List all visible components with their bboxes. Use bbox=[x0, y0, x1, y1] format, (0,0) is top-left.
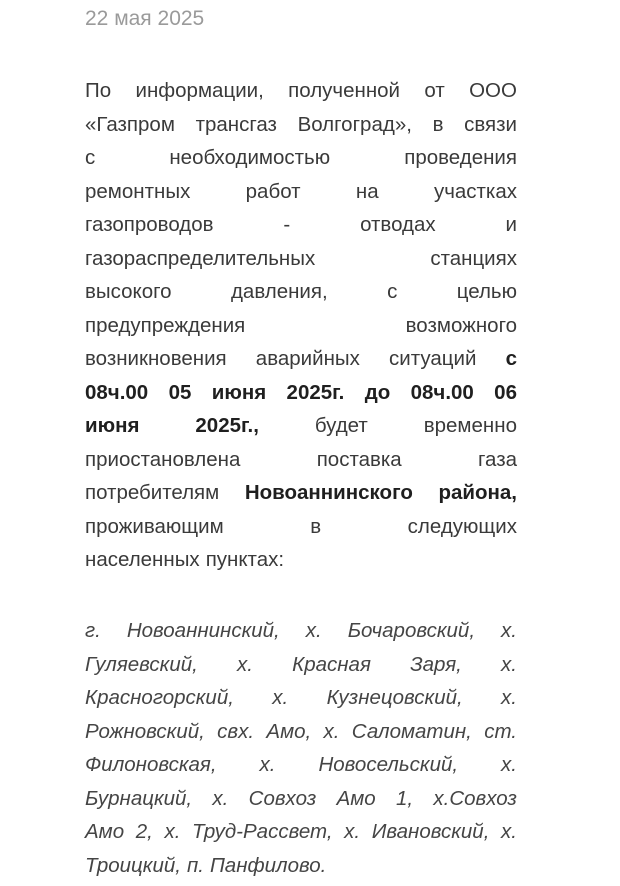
word: проведения bbox=[404, 146, 517, 169]
word: Новосельский, bbox=[318, 753, 459, 776]
text-line bbox=[85, 311, 517, 345]
word: газа bbox=[478, 447, 517, 471]
word: аварийных bbox=[255, 347, 360, 370]
word: проживающим bbox=[85, 514, 224, 538]
word: Заря, bbox=[410, 652, 462, 676]
word: давления, bbox=[230, 280, 328, 303]
bold-word: июня bbox=[211, 380, 267, 404]
text-line bbox=[85, 76, 517, 110]
bold-word: 06 bbox=[494, 380, 517, 404]
word: высокого bbox=[85, 280, 172, 303]
word: с bbox=[85, 146, 96, 169]
word: необходимостью bbox=[169, 146, 331, 169]
bold-word: 05 bbox=[168, 380, 192, 404]
text-line bbox=[85, 616, 517, 650]
word: Бурнацкий, bbox=[85, 786, 193, 810]
text-line bbox=[85, 344, 517, 378]
word: с bbox=[387, 280, 398, 303]
word: в bbox=[432, 112, 444, 136]
word: Бочаровский, bbox=[347, 619, 476, 642]
word: Амо, bbox=[266, 719, 312, 743]
bold-word: Новоаннинского bbox=[244, 481, 413, 504]
text-line bbox=[85, 650, 517, 684]
word: газопроводов bbox=[85, 213, 214, 236]
word: х. bbox=[164, 820, 181, 843]
text-line bbox=[85, 478, 517, 512]
word: х.Совхоз bbox=[433, 786, 517, 810]
word: х. bbox=[501, 619, 517, 642]
word: Новоаннинский, bbox=[126, 619, 280, 642]
word: Троицкий, bbox=[85, 853, 181, 877]
word: Красная bbox=[292, 652, 371, 676]
word: временно bbox=[423, 414, 517, 437]
word: отводах bbox=[360, 213, 436, 236]
word: х. bbox=[272, 686, 289, 709]
word: пунктах: bbox=[205, 548, 285, 571]
word: приостановлена bbox=[85, 447, 241, 471]
word: «Газпром bbox=[85, 112, 175, 136]
word: полученной bbox=[288, 79, 401, 102]
text-line bbox=[85, 210, 517, 244]
word: ООО bbox=[469, 79, 517, 102]
word: в bbox=[310, 514, 322, 538]
word: возможного bbox=[405, 313, 517, 337]
text-line bbox=[85, 445, 517, 479]
word: х. bbox=[344, 820, 361, 843]
word: Труд-Рассвет, bbox=[192, 820, 333, 843]
word: информации, bbox=[135, 79, 264, 102]
publication-date: 22 мая 2025 bbox=[85, 7, 205, 30]
word: г. bbox=[85, 619, 101, 642]
word: Кузнецовский, bbox=[326, 686, 463, 709]
word: х. bbox=[501, 652, 517, 676]
word: станциях bbox=[430, 246, 517, 270]
word: - bbox=[283, 213, 291, 236]
word: целью bbox=[456, 280, 517, 303]
word: 1, bbox=[395, 786, 414, 810]
text-line bbox=[85, 244, 517, 278]
word: х. bbox=[305, 619, 322, 642]
word: х. bbox=[501, 753, 517, 776]
word: По bbox=[85, 79, 112, 102]
word: х. bbox=[212, 786, 229, 810]
word: х. bbox=[237, 652, 253, 676]
word: газораспределительных bbox=[85, 246, 316, 270]
text-line bbox=[85, 512, 517, 546]
word: х. bbox=[259, 753, 276, 776]
word: Гуляевский, bbox=[85, 652, 198, 676]
word: х. bbox=[501, 820, 517, 843]
bold-word: 2025г., bbox=[195, 414, 259, 437]
word: следующих bbox=[407, 514, 517, 538]
word: на bbox=[355, 179, 379, 203]
text-line bbox=[85, 177, 517, 211]
text-line bbox=[85, 411, 517, 445]
word: работ bbox=[245, 179, 301, 203]
word: Ивановский, bbox=[371, 820, 490, 843]
word: Амо bbox=[85, 820, 125, 843]
bold-word: 2025г. bbox=[286, 380, 345, 404]
text-line bbox=[85, 545, 517, 579]
word: участках bbox=[433, 179, 517, 203]
word: х. bbox=[501, 686, 517, 709]
word: от bbox=[424, 79, 445, 102]
word: потребителям bbox=[85, 481, 220, 504]
settlements-list bbox=[85, 616, 517, 884]
word: свх. bbox=[217, 719, 255, 743]
word: Рожновский, bbox=[85, 719, 205, 743]
text-line bbox=[85, 143, 517, 177]
bold-word: района, bbox=[438, 481, 517, 504]
word: х. bbox=[323, 719, 340, 743]
word: Саломатин, bbox=[351, 719, 472, 743]
text-line bbox=[85, 750, 517, 784]
word: ситуаций bbox=[389, 347, 477, 370]
text-line bbox=[85, 817, 517, 851]
text-line bbox=[85, 110, 517, 144]
bold-word: 08ч.00 bbox=[85, 380, 149, 404]
word: поставка bbox=[316, 447, 402, 471]
text-line bbox=[85, 683, 517, 717]
text-line bbox=[85, 717, 517, 751]
word: связи bbox=[464, 112, 517, 136]
word: Филоновская, bbox=[85, 753, 217, 776]
word: 2, bbox=[135, 820, 153, 843]
bold-word: июня bbox=[85, 414, 140, 437]
word: возникновения bbox=[85, 347, 227, 370]
text-line bbox=[85, 378, 517, 412]
bold-word: с bbox=[505, 347, 517, 370]
text-line bbox=[85, 277, 517, 311]
word: населенных bbox=[85, 548, 200, 571]
word: п. bbox=[186, 853, 204, 877]
bold-word: до bbox=[364, 380, 391, 404]
word: трансгаз bbox=[195, 112, 277, 136]
word: и bbox=[505, 213, 517, 236]
bold-word: 08ч.00 bbox=[410, 380, 474, 404]
word: Красногорский, bbox=[85, 686, 234, 709]
word: ремонтных bbox=[85, 179, 191, 203]
word: Амо bbox=[336, 786, 376, 810]
word: Волгоград», bbox=[297, 112, 412, 136]
announcement-paragraph bbox=[85, 76, 517, 579]
word: Панфилово. bbox=[209, 853, 327, 877]
word: ст. bbox=[484, 719, 517, 743]
word: будет bbox=[314, 414, 368, 437]
word: Совхоз bbox=[248, 786, 317, 810]
text-line bbox=[85, 784, 517, 818]
word: предупреждения bbox=[85, 313, 246, 337]
text-line bbox=[85, 851, 517, 885]
